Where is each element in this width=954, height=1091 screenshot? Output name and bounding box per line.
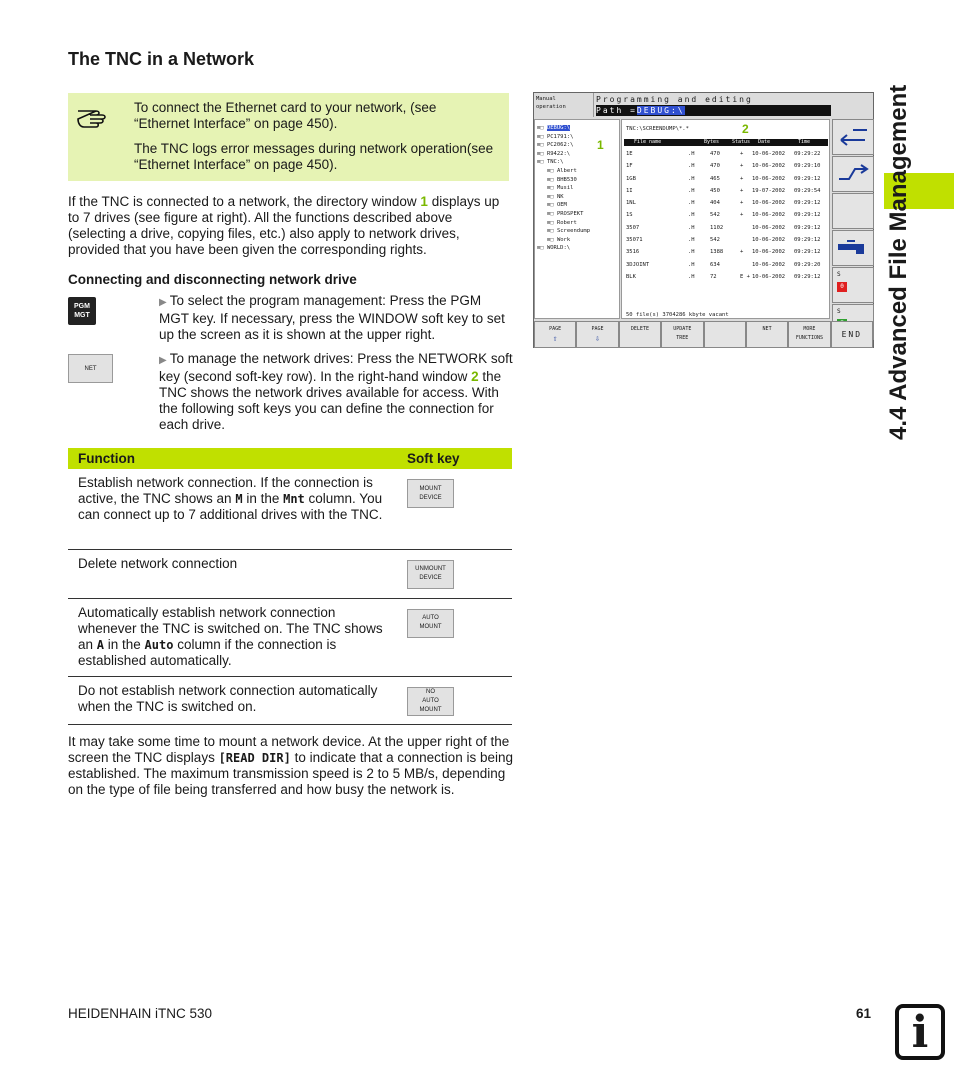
folder-icon: ⊞□	[547, 236, 557, 243]
file-summary: 50 file(s) 3704286 kbyte vacant	[626, 312, 729, 318]
file-row[interactable]	[624, 225, 828, 237]
tree-item[interactable]	[537, 184, 617, 193]
tree-item[interactable]	[537, 210, 617, 219]
folder-icon: ⊞□	[547, 167, 557, 174]
cell-text: in the	[242, 491, 284, 506]
file-cell: 09:29:54	[794, 187, 821, 194]
mount-device-softkey	[407, 479, 454, 508]
file-cell: .H	[688, 224, 695, 231]
cell-text: column. You can connect up to 7 additional drives with the TNC.	[78, 491, 383, 522]
path-value: DEBUG:\	[636, 106, 685, 115]
file-cell: .H	[688, 200, 695, 207]
tree-item-label: PC2062:\	[546, 142, 574, 149]
file-cell: +	[740, 200, 744, 207]
triangle-bullet-icon: ▶	[159, 297, 167, 308]
file-cell: +	[740, 212, 744, 219]
tree-item-label: Albert	[556, 167, 577, 174]
tree-item-label: NK	[556, 193, 564, 200]
callout-label-2: 2	[742, 122, 749, 136]
mode-display	[534, 93, 594, 117]
folder-icon: ⊞□	[537, 245, 547, 252]
code-text: Auto	[144, 637, 174, 652]
softkey-cell	[397, 598, 512, 676]
file-cell: .H	[688, 163, 695, 170]
tnc-screen-figure	[533, 92, 874, 348]
softkey-cell	[397, 469, 512, 549]
cell-text: Do not establish network connection automatically when the TNC is switched on.	[78, 682, 378, 714]
file-row[interactable]	[624, 163, 828, 175]
tree-item[interactable]	[537, 158, 617, 167]
closing-text-a: It may take some time to mount a network device. At the upper right of the screen the TNC displays	[68, 734, 510, 765]
folder-icon: ⊞□	[537, 133, 547, 140]
header-softkey: Soft key	[397, 448, 512, 469]
file-cell: 634	[710, 261, 720, 268]
pointing-hand-icon	[76, 103, 112, 129]
file-cell: 10-06-2002	[752, 163, 786, 170]
file-cell: 19-07-2002	[752, 187, 786, 194]
softkey-blank[interactable]	[704, 321, 746, 348]
tree-item[interactable]	[537, 244, 617, 253]
tree-item-label: BHB530	[556, 176, 577, 183]
folder-icon: ⊞□	[537, 159, 547, 166]
unmount-device-softkey	[407, 560, 454, 589]
tree-item-label: WORLD:\	[546, 245, 571, 252]
cell-text: column if the connection is established automatically.	[78, 636, 337, 668]
file-cell: 09:29:12	[794, 249, 821, 256]
file-cell: .H	[688, 175, 695, 182]
col-status: Status	[732, 139, 751, 145]
vertical-softkeys	[832, 119, 874, 319]
step-1-text: To select the program management: Press the PGM MGT key. If necessary, press the WINDOW soft key to set up the screen as it is shown at the upper right.	[159, 293, 505, 342]
tree-item-label: Musil	[556, 185, 574, 192]
subheading: Connecting and disconnecting network drive	[68, 272, 357, 287]
code-text: A	[96, 637, 105, 652]
section-title: The TNC in a Network	[68, 49, 255, 69]
tree-item-label: Work	[556, 236, 571, 243]
file-cell: 09:29:20	[794, 261, 821, 268]
file-row[interactable]	[624, 188, 828, 200]
callout-2: 2	[471, 369, 479, 384]
softkey-label: MORE	[803, 326, 816, 332]
file-cell: 09:29:12	[794, 200, 821, 207]
file-row[interactable]	[624, 200, 828, 212]
tree-item[interactable]	[537, 167, 617, 176]
file-row[interactable]	[624, 151, 828, 163]
tree-item[interactable]	[537, 201, 617, 210]
file-cell: 470	[710, 151, 720, 157]
footer-text: HEIDENHAIN iTNC 530	[68, 1006, 213, 1021]
step-2-text-a: To manage the network drives: Press the NETWORK soft key (second soft-key row). In the right-hand window	[159, 351, 513, 384]
blank-softkey	[832, 193, 874, 229]
tree-item-label: PC1791:\	[546, 133, 574, 140]
tree-item-label: PROSPEKT	[556, 210, 584, 217]
tree-item[interactable]	[537, 193, 617, 202]
tree-item-label: DEBUG:\	[546, 125, 571, 131]
folder-icon: ⊞□	[547, 202, 557, 209]
file-cell: 450	[710, 187, 720, 194]
cell-text: Establish network connection. If the connection is active, the TNC shows an	[78, 475, 373, 506]
cell-text: in the	[104, 636, 145, 652]
file-row[interactable]	[624, 249, 828, 261]
tap-icon	[833, 231, 873, 265]
softkey-end[interactable]	[831, 321, 873, 348]
tree-item-label: Robert	[556, 219, 577, 226]
softkey-label: NO	[426, 688, 435, 695]
path-bar	[596, 105, 831, 116]
softkey-label: END	[841, 330, 863, 339]
tree-item-label: Screendump	[556, 228, 591, 235]
file-cell: .H	[688, 212, 695, 219]
code-text: Mnt	[283, 492, 305, 506]
coolant-softkey	[832, 230, 874, 266]
step-1	[159, 293, 514, 343]
file-row[interactable]	[624, 262, 828, 274]
tree-item-label: OEM	[556, 202, 567, 209]
col-time: Time	[798, 139, 811, 145]
info-icon: i	[895, 1004, 945, 1060]
file-row[interactable]	[624, 274, 828, 286]
file-cell: 10-06-2002	[752, 237, 786, 244]
file-cell: 1I	[626, 187, 633, 194]
tree-item[interactable]	[537, 236, 617, 245]
file-path: TNC:\SCREENDUMP\*.*	[626, 126, 689, 132]
file-cell: 3DJOINT	[626, 261, 650, 268]
auto-mount-softkey	[407, 609, 454, 638]
function-cell	[68, 676, 397, 724]
file-cell: 09:29:10	[794, 163, 821, 170]
intro-paragraph	[68, 194, 513, 258]
file-cell: 09:29:12	[794, 175, 821, 182]
closing-text-b: to indicate that a connection is being established. The maximum transmission speed is 2 to 5 MB/s, depending on the type of file being transferred and how busy the network is.	[68, 750, 513, 797]
file-row[interactable]	[624, 212, 828, 224]
folder-icon: ⊞□	[547, 176, 557, 183]
cell-text: Delete network connection	[78, 555, 238, 571]
code-text: M	[235, 492, 243, 506]
folder-icon: ⊞□	[537, 125, 547, 131]
spindle-label: S	[837, 308, 841, 315]
mode-line-1: Manual	[536, 96, 556, 102]
file-cell: 10-06-2002	[752, 261, 786, 268]
folder-icon: ⊞□	[537, 142, 547, 149]
file-cell: 542	[710, 237, 720, 244]
file-cell: E +	[740, 273, 750, 280]
file-cell: 09:29:22	[794, 151, 821, 157]
file-cell: 10-06-2002	[752, 249, 786, 256]
table-header	[68, 448, 512, 469]
softkey-label: PAGE	[591, 326, 604, 332]
softkey-delete[interactable]	[619, 321, 661, 348]
tree-item[interactable]	[537, 133, 617, 142]
file-cell: 1E	[626, 151, 633, 157]
file-cell: 1GB	[626, 175, 636, 182]
file-cell: +	[740, 249, 744, 256]
file-cell: 1S	[626, 212, 633, 219]
file-cell: +	[740, 175, 744, 182]
function-cell	[68, 469, 397, 549]
note-text-1: To connect the Ethernet card to your network, (see “Ethernet Interface” on page 450).	[134, 100, 437, 131]
file-cell: 10-06-2002	[752, 224, 786, 231]
file-row[interactable]	[624, 237, 828, 249]
file-cell: .H	[688, 249, 695, 256]
file-cell: .H	[688, 151, 695, 157]
softkey-page[interactable]	[534, 321, 576, 348]
file-cell: .H	[688, 187, 695, 194]
file-cell: 3516	[626, 249, 640, 256]
tree-item[interactable]	[537, 219, 617, 228]
softkey-cell	[397, 676, 512, 724]
pgm-key-label-2: MGT	[74, 312, 90, 319]
softkey-label: DEVICE	[419, 494, 442, 501]
softkey-cell	[397, 549, 512, 598]
folder-icon: ⊞□	[547, 219, 557, 226]
file-cell: 1F	[626, 163, 633, 170]
triangle-bullet-icon: ▶	[159, 355, 167, 366]
mode-line-2: operation	[536, 104, 566, 110]
intro-text-b: displays up to 7 drives (see figure at right). All the functions described above (selecting a drive, copying files, etc.) also apply to network drives, provided that you have been given the corresponding rights.	[68, 194, 500, 257]
softkey-update[interactable]	[661, 321, 703, 348]
file-cell: .H	[688, 273, 695, 280]
col-date: Date	[758, 139, 771, 145]
folder-icon: ⊞□	[547, 185, 557, 192]
file-cell: 10-06-2002	[752, 151, 786, 157]
file-cell: +	[740, 151, 744, 157]
file-columns-header	[624, 139, 828, 146]
softkey-label: AUTO	[422, 615, 439, 621]
file-cell: BLK	[626, 273, 636, 280]
file-cell: 10-06-2002	[752, 273, 786, 280]
tree-item[interactable]	[537, 124, 617, 133]
file-cell: +	[740, 187, 744, 194]
tree-item[interactable]	[537, 141, 617, 150]
file-cell: 09:29:12	[794, 237, 821, 244]
softkey-more[interactable]	[788, 321, 830, 348]
col-bytes: Bytes	[704, 139, 720, 145]
folder-icon: ⊞□	[547, 193, 557, 200]
file-cell: 72	[710, 273, 717, 280]
file-cell: +	[740, 163, 744, 170]
softkey-net[interactable]	[746, 321, 788, 348]
step-2	[159, 351, 514, 433]
softkey-label: DEVICE	[419, 575, 442, 581]
screen-header	[594, 93, 830, 117]
file-cell: 10-06-2002	[752, 212, 786, 219]
softkey-label: NET	[762, 326, 772, 332]
callout-1: 1	[420, 194, 428, 209]
note-box	[68, 93, 509, 181]
file-cell: 10-06-2002	[752, 175, 786, 182]
file-cell: 1NL	[626, 200, 636, 207]
file-list	[621, 119, 830, 319]
path-label: Path =	[596, 106, 637, 115]
file-cell: 3507	[626, 224, 640, 231]
file-cell: 09:29:12	[794, 273, 821, 280]
tree-item-label: R9422:\	[546, 150, 571, 157]
arrow-left-icon	[833, 120, 873, 154]
folder-icon: ⊞□	[537, 150, 547, 157]
file-cell: .H	[688, 261, 695, 268]
chapter-title: 4.4 Advanced File Management	[885, 84, 912, 440]
table-row	[68, 598, 512, 676]
function-cell	[68, 549, 397, 598]
tree-item[interactable]	[537, 176, 617, 185]
tree-item-label: TNC:\	[546, 159, 564, 166]
file-cell: 404	[710, 200, 720, 207]
spindle-off-softkey	[832, 267, 874, 303]
softkey-label: AUTO	[422, 697, 439, 704]
file-cell: 465	[710, 175, 720, 182]
file-cell: 10-06-2002	[752, 200, 786, 207]
softkey-label: MOUNT	[419, 485, 442, 492]
header-function: Function	[68, 448, 397, 469]
folder-icon: ⊞□	[547, 228, 557, 235]
file-cell: 1388	[710, 249, 724, 256]
softkey-label: UNMOUNT	[415, 566, 446, 572]
folder-icon: ⊞□	[547, 210, 557, 217]
file-cell: .H	[688, 237, 695, 244]
file-cell: 542	[710, 212, 720, 219]
spindle-label: S	[837, 271, 841, 278]
intro-text-a: If the TNC is connected to a network, the directory window	[68, 194, 421, 209]
stop-icon: 0	[837, 282, 847, 292]
closing-paragraph	[68, 734, 513, 798]
function-table	[68, 448, 512, 725]
arrow-right-icon	[833, 157, 873, 191]
no-auto-mount-softkey	[407, 687, 454, 716]
function-cell	[68, 598, 397, 676]
softkey-label: PAGE	[549, 326, 562, 332]
softkey-label: MOUNT	[419, 624, 442, 630]
net-softkey: NET	[68, 354, 113, 383]
note-text-2: The TNC logs error messages during network operation(see “Ethernet Interface” on page 450).	[134, 141, 494, 172]
pgm-mgt-key	[68, 297, 96, 325]
softkey-label: UPDATE	[673, 326, 692, 332]
tree-item[interactable]	[537, 150, 617, 159]
step-2-text-b: the TNC shows the network drives available for access. With the following soft keys you can define the connection for each drive.	[159, 369, 502, 432]
directory-tree	[534, 119, 620, 319]
softkey-label: FUNCTIONS	[795, 335, 823, 341]
arrow-down-icon: ⇩	[595, 334, 600, 343]
callout-label-1: 1	[597, 138, 604, 152]
shift-left-softkey	[832, 119, 874, 155]
softkey-label: MOUNT	[419, 706, 442, 713]
tree-item[interactable]	[537, 227, 617, 236]
softkey-label: TREE	[676, 335, 689, 341]
file-row[interactable]	[624, 176, 828, 188]
col-file-name: File name	[634, 139, 662, 145]
shift-right-softkey	[832, 156, 874, 192]
pgm-key-label-1: PGM	[74, 303, 90, 310]
file-cell: 09:29:12	[794, 212, 821, 219]
file-cell: 35071	[626, 237, 643, 244]
softkey-page[interactable]	[576, 321, 618, 348]
cell-text: Automatically establish network connection whenever the TNC is switched on. The TNC shows an	[78, 604, 383, 652]
arrow-up-icon: ⇧	[552, 334, 558, 343]
header-line-1: Programming and editing	[596, 95, 753, 104]
table-row	[68, 549, 512, 598]
file-cell: 09:29:12	[794, 224, 821, 231]
softkey-label: DELETE	[630, 326, 649, 332]
bottom-softkey-row	[534, 321, 873, 348]
page-number: 61	[856, 1006, 872, 1021]
file-cell: 470	[710, 163, 720, 170]
table-row	[68, 676, 512, 724]
file-cell: 1102	[710, 224, 724, 231]
table-row	[68, 469, 512, 549]
read-dir-code: [READ DIR]	[218, 751, 291, 765]
